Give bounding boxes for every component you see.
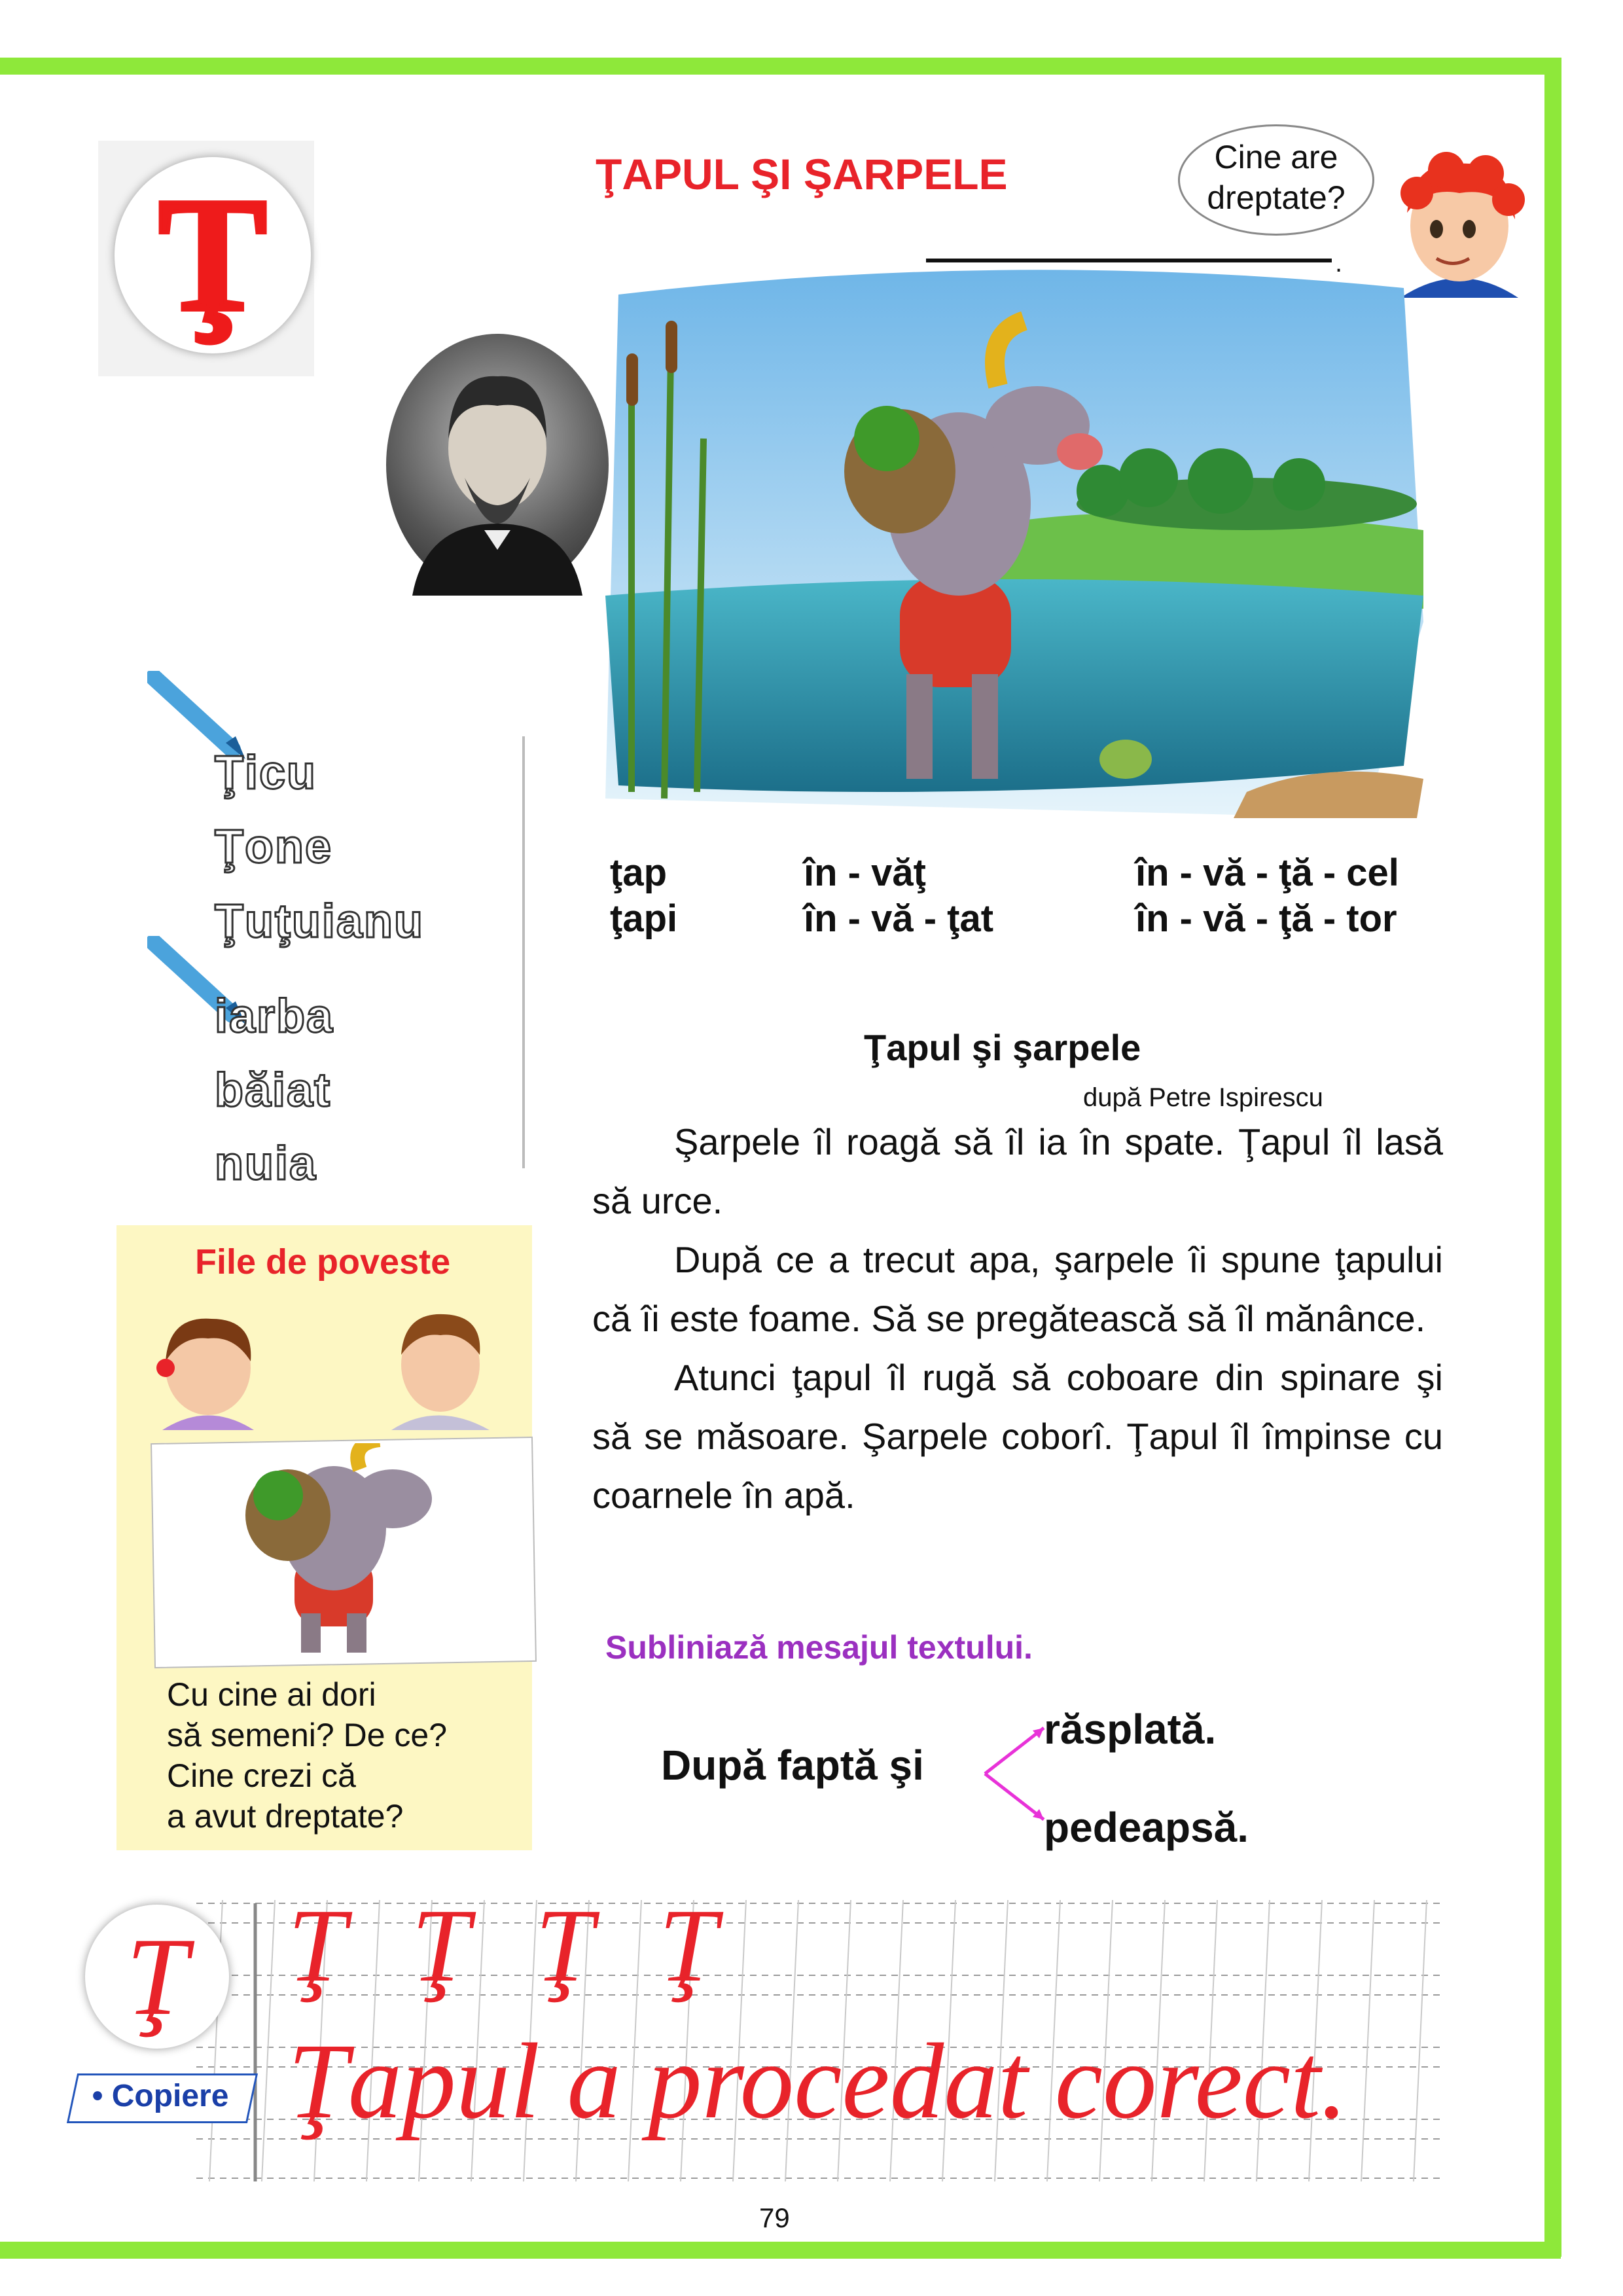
page-frame-top [0,58,1561,75]
syllable-word: în - vă - ţă - tor [1135,897,1397,940]
moral-option-a[interactable]: răsplată. [1044,1706,1217,1753]
author-portrait-drawing [386,334,609,596]
page-number: 79 [759,2202,790,2233]
story-box-line: să semeni? De ce? [167,1717,448,1753]
goat-and-snake-illustration [592,255,1430,818]
branch-arrows-icon [982,1721,1054,1826]
syllable-word: ţap [610,852,667,894]
page-frame-bottom [0,2242,1561,2259]
cursive-letter: Ţ [126,1915,188,2038]
moral-option-b[interactable]: pedeapsă. [1044,1804,1249,1851]
story-author: după Petre Ispirescu [1083,1083,1323,1112]
syllable-word: ţapi [610,897,678,940]
story-paragraph: Şarpele îl roagă să îl ia în spate. Ţapul îl lasă să urce. [592,1121,1443,1221]
syllable-word: în - vă - ţă - cel [1135,852,1399,894]
instruction: Subliniază mesajul textului. [605,1629,1033,1666]
story-paragraph: După ce a trecut apa, şarpele îi spune ţapului că îi este foame. Să se pregătească să îl mănânce. [592,1239,1443,1339]
side-word: Ţuţuianu [215,895,424,948]
story-text [592,1113,1443,1525]
story-box-line: Cine crezi că [167,1757,356,1794]
side-word: iarba [215,990,334,1043]
story-box-questions [167,1674,447,1837]
side-word: băiat [215,1064,332,1117]
story-box-line: a avut dreptate? [167,1798,404,1835]
page-frame-right [1544,58,1561,2257]
side-word: Ţone [215,821,332,873]
syllable-word: în - văţ [804,852,926,894]
story-paragraph: Atunci ţapul îl rugă să coboare din spinare şi să se măsoare. Şarpele coborî. Ţapul îl împinse cu coarnele în apă. [592,1357,1443,1516]
story-box-title: File de poveste [195,1242,451,1282]
cursive-letter-row: Ţ Ţ Ţ Ţ [288,1887,737,2003]
syllable-word: în - vă - ţat [804,897,994,940]
children-illustration [149,1289,503,1433]
side-divider [522,736,525,1168]
speech-bubble-line2: dreptate? [1207,179,1346,216]
page-title: ŢAPUL ŞI ŞARPELE [596,150,1008,198]
letter-badge-letter: Ţ [158,164,268,346]
moral-lead: După faptă şi [661,1742,924,1789]
side-word: nuia [215,1138,317,1190]
copy-label: • Copiere [92,2079,229,2113]
speech-bubble [1178,124,1374,236]
story-title: Ţapul şi şarpele [864,1027,1141,1068]
answer-line-dot: . [1335,249,1343,278]
goat-illustration-small [216,1443,465,1659]
speech-bubble-line1: Cine are [1214,139,1338,175]
author-portrait [386,334,609,596]
side-word: Ţicu [215,747,317,799]
story-box-line: Cu cine ai dori [167,1676,376,1713]
cursive-sentence: Ţapul a procedat corect. [288,2021,1348,2141]
